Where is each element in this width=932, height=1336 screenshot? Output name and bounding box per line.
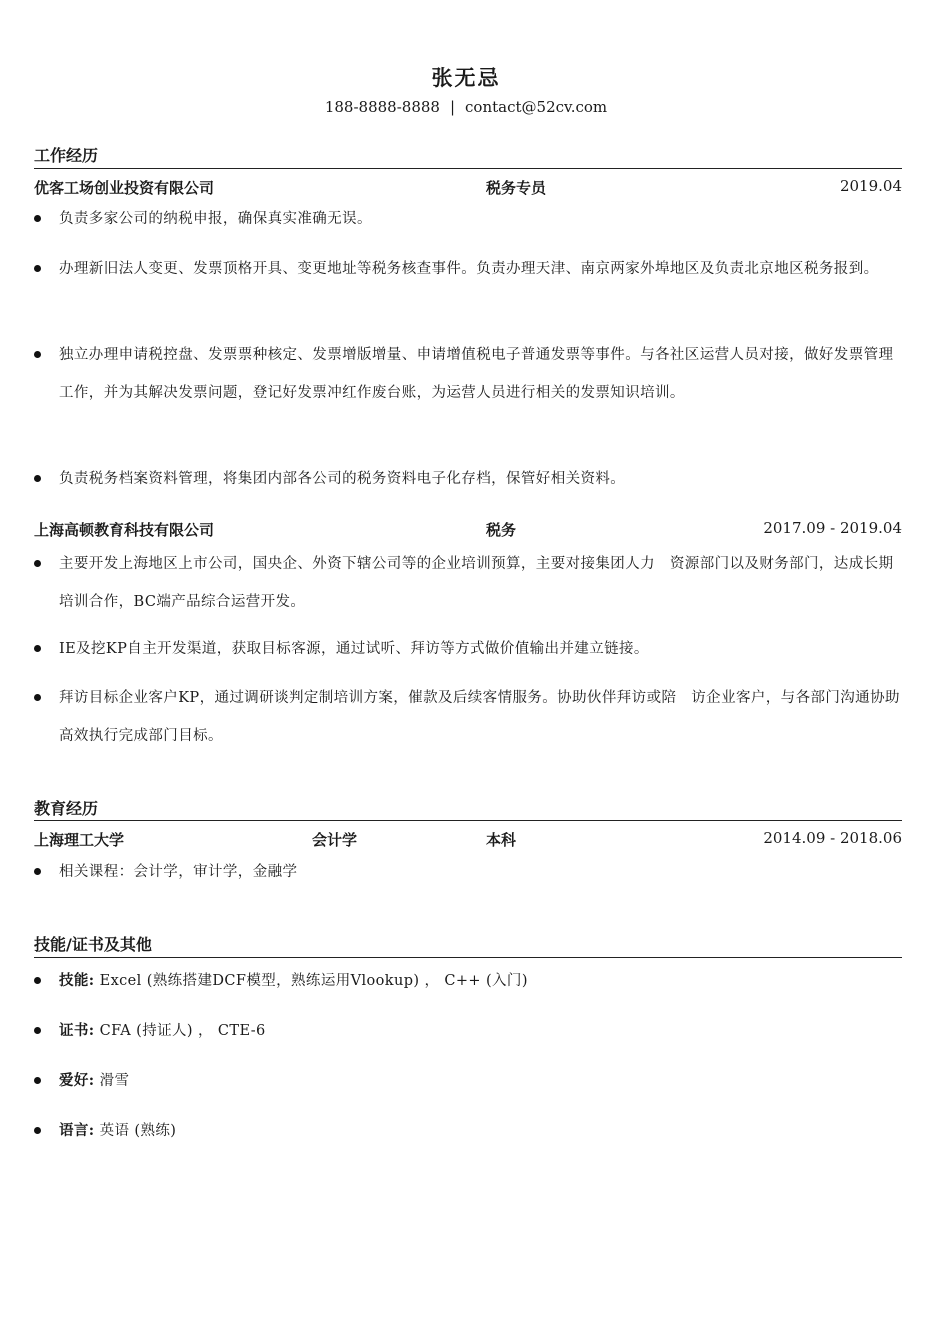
job-position: 税务 [486, 521, 517, 539]
bullet-icon [34, 694, 41, 701]
job-bullet: 独立办理申请税控盘、发票票种核定、发票增版增量、申请增值税电子普通发票等事件。与各社区运营人员对接，做好发票管理工作，并为其解决发票问题，登记好发票冲红作废台账，为运营人员进行相关的发票知识培训。 [59, 347, 894, 401]
job-bullet: IE及挖KP自主开发渠道，获取目标客源，通过试听、拜访等方式做价值输出并建立链接。 [59, 641, 649, 657]
job-company: 上海高顿教育科技有限公司 [34, 521, 215, 539]
job-bullet: 负责多家公司的纳税申报，确保真实准确无误。 [59, 211, 372, 227]
certificate-value: CFA (持证人) ， CTE-6 [99, 1023, 266, 1039]
education-date: 2014.09 - 2018.06 [763, 829, 902, 847]
section-divider-skills [34, 957, 902, 958]
section-title-education: 教育经历 [34, 799, 99, 818]
language-value: 英语 (熟练) [99, 1123, 177, 1139]
certificate-item [59, 1012, 904, 1050]
contact-line [0, 98, 932, 116]
section-title-work: 工作经历 [34, 146, 99, 165]
bullet-icon [34, 645, 41, 652]
job-bullet: 负责税务档案资料管理，将集团内部各公司的税务资料电子化存档，保管好相关资料。 [59, 471, 626, 487]
bullet-icon [34, 351, 41, 358]
phone-number: 188-8888-8888 [324, 98, 440, 116]
bullet-icon [34, 977, 41, 984]
hobby-item [59, 1062, 904, 1100]
job-date: 2019.04 [839, 177, 902, 195]
bullet-icon [34, 215, 41, 222]
education-major: 会计学 [312, 831, 358, 849]
education-school: 上海理工大学 [34, 831, 125, 849]
job-company: 优客工场创业投资有限公司 [34, 179, 215, 197]
hobby-value: 滑雪 [99, 1073, 130, 1089]
job-position: 税务专员 [486, 179, 547, 197]
bullet-icon [34, 1077, 41, 1084]
bullet-icon [34, 265, 41, 272]
section-divider-work [34, 168, 902, 169]
job-bullet: 拜访目标企业客户KP，通过调研谈判定制培训方案，催款及后续客情服务。协助伙伴拜访或陪 访企业客户，与各部门沟通协助高效执行完成部门目标。 [59, 690, 900, 744]
bullet-icon [34, 868, 41, 875]
bullet-icon [34, 1027, 41, 1034]
skill-item [59, 962, 904, 1000]
candidate-name: 张无忌 [431, 65, 501, 90]
section-title-skills: 技能/证书及其他 [34, 935, 152, 954]
skill-value: Excel (熟练搭建DCF模型，熟练运用Vlookup) ， C++ (入门) [99, 973, 528, 989]
bullet-icon [34, 475, 41, 482]
skill-label: 技能: [59, 972, 95, 989]
language-label: 语言: [59, 1122, 95, 1139]
job-date: 2017.09 - 2019.04 [763, 519, 902, 537]
certificate-label: 证书: [59, 1022, 95, 1039]
hobby-label: 爱好: [59, 1072, 95, 1089]
language-item [59, 1112, 904, 1150]
education-degree: 本科 [486, 831, 517, 849]
section-divider-education [34, 820, 902, 821]
bullet-icon [34, 1127, 41, 1134]
bullet-icon [34, 560, 41, 567]
education-bullet: 相关课程：会计学，审计学，金融学 [59, 864, 298, 880]
contact-separator: | [449, 98, 456, 116]
job-bullet: 办理新旧法人变更、发票顶格开具、变更地址等税务核查事件。负责办理天津、南京两家外埠地区及负责北京地区税务报到。 [59, 261, 879, 277]
email-address: contact@52cv.com [465, 98, 608, 116]
job-bullet: 主要开发上海地区上市公司，国央企、外资下辖公司等的企业培训预算，主要对接集团人力 资源部门以及财务部门，达成长期培训合作，BC端产品综合运营开发。 [59, 556, 894, 610]
